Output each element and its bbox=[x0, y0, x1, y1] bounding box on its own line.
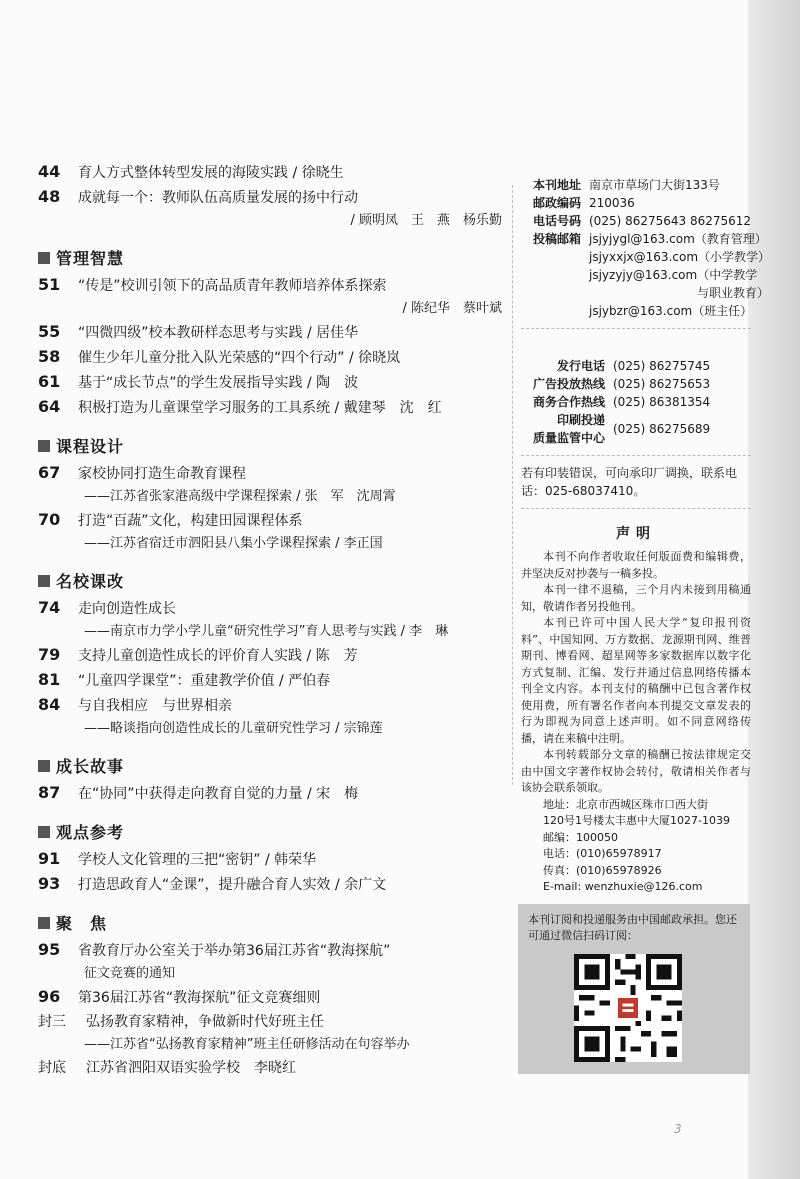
page-number-label: 95 bbox=[38, 940, 61, 959]
info-row bbox=[521, 302, 751, 320]
toc-entry bbox=[38, 643, 508, 668]
info-row-key bbox=[521, 266, 581, 284]
contact-row-value: (025) 86275689 bbox=[613, 422, 711, 436]
page-number-label: 79 bbox=[38, 645, 61, 664]
page-number-label: 70 bbox=[38, 510, 61, 529]
qr-code-icon[interactable] bbox=[574, 954, 682, 1062]
toc-entry bbox=[38, 847, 508, 872]
article-subtitle: ——略谈指向创造性成长的儿童研究性学习 / 宗锦莲 bbox=[84, 721, 383, 736]
contact-row-value: (025) 86275745 bbox=[613, 359, 711, 373]
divider bbox=[521, 455, 751, 456]
section-marker-icon bbox=[38, 252, 50, 264]
page-number-label: 87 bbox=[38, 783, 61, 802]
section-marker-icon bbox=[38, 917, 50, 929]
declaration-paragraph: 本刊一律不退稿，三个月内未接到用稿通知，敬请作者另投他刊。 bbox=[521, 583, 751, 613]
divider bbox=[521, 508, 751, 509]
section-marker-icon bbox=[38, 575, 50, 587]
toc-entry bbox=[38, 395, 508, 420]
info-row-key bbox=[521, 302, 581, 320]
article-title: 育人方式整体转型发展的海陵实践 / 徐晓生 bbox=[78, 165, 344, 181]
article-title: 成就每一个：教师队伍高质量发展的扬中行动 bbox=[78, 190, 358, 206]
section-label: 成长故事 bbox=[56, 757, 125, 776]
declaration-paragraph: 本刊转载部分文章的稿酬已按法律规定交由中国文字著作权协会转付，敬请相关作者与该协会联系领取。 bbox=[521, 748, 751, 794]
info-row-key: 邮政编码 bbox=[532, 196, 581, 210]
page-number-label: 84 bbox=[38, 695, 61, 714]
toc-entry bbox=[38, 938, 508, 963]
page-number-label: 91 bbox=[38, 849, 61, 868]
article-title: 基于“成长节点”的学生发展指导实践 / 陶 波 bbox=[78, 375, 359, 391]
section-marker-icon bbox=[38, 760, 50, 772]
toc-entry bbox=[38, 160, 508, 185]
toc-entry bbox=[38, 508, 508, 533]
page-number-label: 封底 bbox=[38, 1060, 66, 1076]
declaration-paragraph: 本刊已许可中国人民大学“复印报刊资料”、中国知网、万方数据、龙源期刊网、维普期刊、博看网、超星网等多家数据库以数字化方式复制、汇编、发行并通过信息网络传播本刊全文内容。本刊支付的稿酬中已包含著作权使用费，所有署名作者向本刊提交文章发表的行为即视为同意上述声明。如不同意网络传播，请在来稿中注明。 bbox=[521, 616, 751, 745]
contact-row-key: 商务合作热线 bbox=[532, 395, 605, 409]
section-label: 聚 焦 bbox=[56, 914, 108, 933]
article-title: 支持儿童创造性成长的评价育人实践 / 陈 芳 bbox=[78, 648, 358, 664]
address-block bbox=[521, 176, 771, 320]
section-marker-icon bbox=[38, 440, 50, 452]
declaration-paragraph: 本刊不向作者收取任何版面费和编辑费，并坚决反对抄袭与一稿多投。 bbox=[521, 550, 751, 580]
section-header bbox=[38, 246, 508, 269]
page-number-label: 48 bbox=[38, 187, 61, 206]
info-row bbox=[521, 176, 751, 194]
article-title: 省教育厅办公室关于举办第36届江苏省“教海探航” bbox=[78, 943, 391, 959]
page-number-label: 58 bbox=[38, 347, 61, 366]
toc-entry bbox=[38, 668, 508, 693]
declaration-title: 声明 bbox=[616, 526, 656, 542]
info-row-key: 电话号码 bbox=[532, 214, 581, 228]
contact-row-value: (025) 86275653 bbox=[613, 377, 711, 391]
toc-entry bbox=[38, 693, 508, 718]
info-row-key bbox=[521, 284, 581, 302]
contact-row bbox=[521, 393, 751, 411]
article-title: 弘扬教育家精神，争做新时代好班主任 bbox=[86, 1014, 324, 1030]
divider bbox=[521, 328, 751, 329]
section-header bbox=[38, 434, 508, 457]
article-title: 江苏省泗阳双语实验学校 李晓红 bbox=[86, 1060, 296, 1076]
article-subtitle: 征文竞赛的通知 bbox=[84, 966, 176, 981]
address-line: 120号1号楼太丰惠中大厦1027-1039 bbox=[543, 814, 730, 827]
address-line: 传真：(010)65978926 bbox=[543, 863, 662, 877]
page-number-label: 64 bbox=[38, 397, 61, 416]
toc-entry bbox=[38, 345, 508, 370]
subscription-box bbox=[518, 904, 750, 1074]
toc-entry bbox=[38, 872, 508, 897]
toc-entry bbox=[38, 781, 508, 806]
misprint-notice: 若有印装错误，可向承印厂调换，联系电话：025-68037410。 bbox=[521, 466, 738, 498]
page-number-label: 51 bbox=[38, 275, 61, 294]
column-divider bbox=[512, 185, 513, 785]
info-row-value: jsjybzr@163.com（班主任） bbox=[589, 304, 753, 318]
toc-entry bbox=[38, 985, 508, 1010]
info-row-key: 投稿邮箱 bbox=[532, 232, 581, 246]
section-header bbox=[38, 820, 508, 843]
toc-entry bbox=[38, 596, 508, 621]
info-row-value: (025) 86275643 86275612 bbox=[589, 214, 752, 228]
page-edge bbox=[748, 0, 800, 1179]
info-row-key bbox=[521, 248, 581, 266]
toc-entry bbox=[38, 320, 508, 345]
contact-row bbox=[521, 411, 751, 447]
article-title: 积极打造为儿童课堂学习服务的工具系统 / 戴建琴 沈 红 bbox=[78, 400, 442, 416]
page-number-label: 44 bbox=[38, 162, 61, 181]
association-address bbox=[521, 797, 751, 896]
article-title: 催生少年儿童分批入队光荣感的“四个行动” / 徐晓岚 bbox=[78, 350, 401, 366]
article-title: 家校协同打造生命教育课程 bbox=[78, 466, 246, 482]
article-title: 在“协同”中获得走向教育自觉的力量 / 宋 梅 bbox=[78, 786, 359, 802]
article-subtitle: ——江苏省宿迁市泗阳县八集小学课程探索 / 李正国 bbox=[84, 536, 383, 551]
page-number-label: 61 bbox=[38, 372, 61, 391]
info-row-value: jsjyjygl@163.com（教育管理） bbox=[589, 232, 767, 246]
info-row-value: jsjyzyjy@163.com（中学教学 bbox=[589, 268, 758, 282]
article-title: “四微四级”校本教研样态思考与实践 / 居佳华 bbox=[78, 325, 359, 341]
page-number-label: 93 bbox=[38, 874, 61, 893]
toc-entry bbox=[38, 185, 508, 210]
article-title: 与自我相应 与世界相亲 bbox=[78, 698, 232, 714]
subscription-text: 本刊订阅和投递服务由中国邮政承担。您还可通过微信扫码订阅： bbox=[528, 913, 737, 942]
article-title: “儿童四学课堂”：重建教学价值 / 严伯春 bbox=[78, 673, 331, 689]
contact-row bbox=[521, 357, 751, 375]
article-title: “传是”校训引领下的高品质青年教师培养体系探索 bbox=[78, 278, 387, 294]
article-title: 打造“百蔬”文化，构建田园课程体系 bbox=[78, 513, 303, 529]
toc-entry bbox=[38, 273, 508, 298]
page-number-label: 74 bbox=[38, 598, 61, 617]
contact-block bbox=[521, 357, 751, 447]
contact-row-value: (025) 86381354 bbox=[613, 395, 711, 409]
article-subtitle: ——南京市力学小学儿童“研究性学习”育人思考与实践 / 李 琳 bbox=[84, 624, 449, 639]
page-number: 3 bbox=[674, 1122, 682, 1136]
section-label: 名校课改 bbox=[56, 572, 125, 591]
article-title: 走向创造性成长 bbox=[78, 601, 176, 617]
section-marker-icon bbox=[38, 826, 50, 838]
declaration-body bbox=[521, 549, 751, 797]
toc-entry bbox=[38, 461, 508, 486]
toc-entry bbox=[38, 1010, 508, 1034]
page-number-label: 96 bbox=[38, 987, 61, 1006]
address-line: E-mail: wenzhuxie@126.com bbox=[543, 880, 703, 893]
info-row bbox=[521, 230, 767, 248]
info-row-key: 本刊地址 bbox=[532, 178, 581, 192]
page-number-label: 55 bbox=[38, 322, 61, 341]
masthead-info bbox=[521, 176, 771, 896]
page-number-label: 67 bbox=[38, 463, 61, 482]
contact-row-key: 印刷投递 质量监管中心 bbox=[532, 413, 605, 445]
info-row bbox=[521, 194, 751, 212]
section-header bbox=[38, 911, 508, 934]
info-row-value: jsjyxxjx@163.com（小学教学） bbox=[589, 250, 771, 264]
contact-row-key: 广告投放热线 bbox=[532, 377, 605, 391]
address-line: 邮编：100050 bbox=[543, 830, 618, 844]
address-line: 地址：北京市西城区珠市口西大街 bbox=[543, 797, 708, 811]
article-title: 学校人文化管理的三把“密钥” / 韩荣华 bbox=[78, 852, 317, 868]
section-label: 观点参考 bbox=[56, 823, 125, 842]
info-row bbox=[521, 266, 758, 284]
table-of-contents bbox=[38, 160, 508, 1080]
address-line: 电话：(010)65978917 bbox=[543, 847, 662, 860]
section-header bbox=[38, 754, 508, 777]
info-row bbox=[521, 212, 751, 230]
contact-row bbox=[521, 375, 751, 393]
article-subtitle: ——江苏省张家港高级中学课程探索 / 张 军 沈周霄 bbox=[84, 489, 396, 504]
info-row bbox=[521, 284, 770, 302]
page-number-label: 封三 bbox=[38, 1014, 66, 1030]
article-subtitle: / 顾明凤 王 燕 杨乐勤 bbox=[350, 213, 502, 228]
info-row-value: 与职业教育） bbox=[589, 286, 770, 300]
page-number-label: 81 bbox=[38, 670, 61, 689]
article-title: 第36届江苏省“教海探航”征文竞赛细则 bbox=[78, 990, 321, 1006]
section-label: 课程设计 bbox=[56, 437, 125, 456]
toc-entry bbox=[38, 370, 508, 395]
info-row-value: 210036 bbox=[589, 196, 635, 210]
toc-entry bbox=[38, 1056, 508, 1080]
article-title: 打造思政育人“金课”，提升融合育人实效 / 余广文 bbox=[78, 877, 387, 893]
section-label: 管理智慧 bbox=[56, 249, 125, 268]
article-subtitle: / 陈纪华 蔡叶斌 bbox=[402, 301, 502, 316]
info-row bbox=[521, 248, 771, 266]
article-subtitle: ——江苏省“弘扬教育家精神”班主任研修活动在句容举办 bbox=[84, 1037, 410, 1052]
contact-row-key: 发行电话 bbox=[556, 359, 605, 373]
info-row-value: 南京市草场门大街133号 bbox=[589, 178, 720, 192]
section-header bbox=[38, 569, 508, 592]
